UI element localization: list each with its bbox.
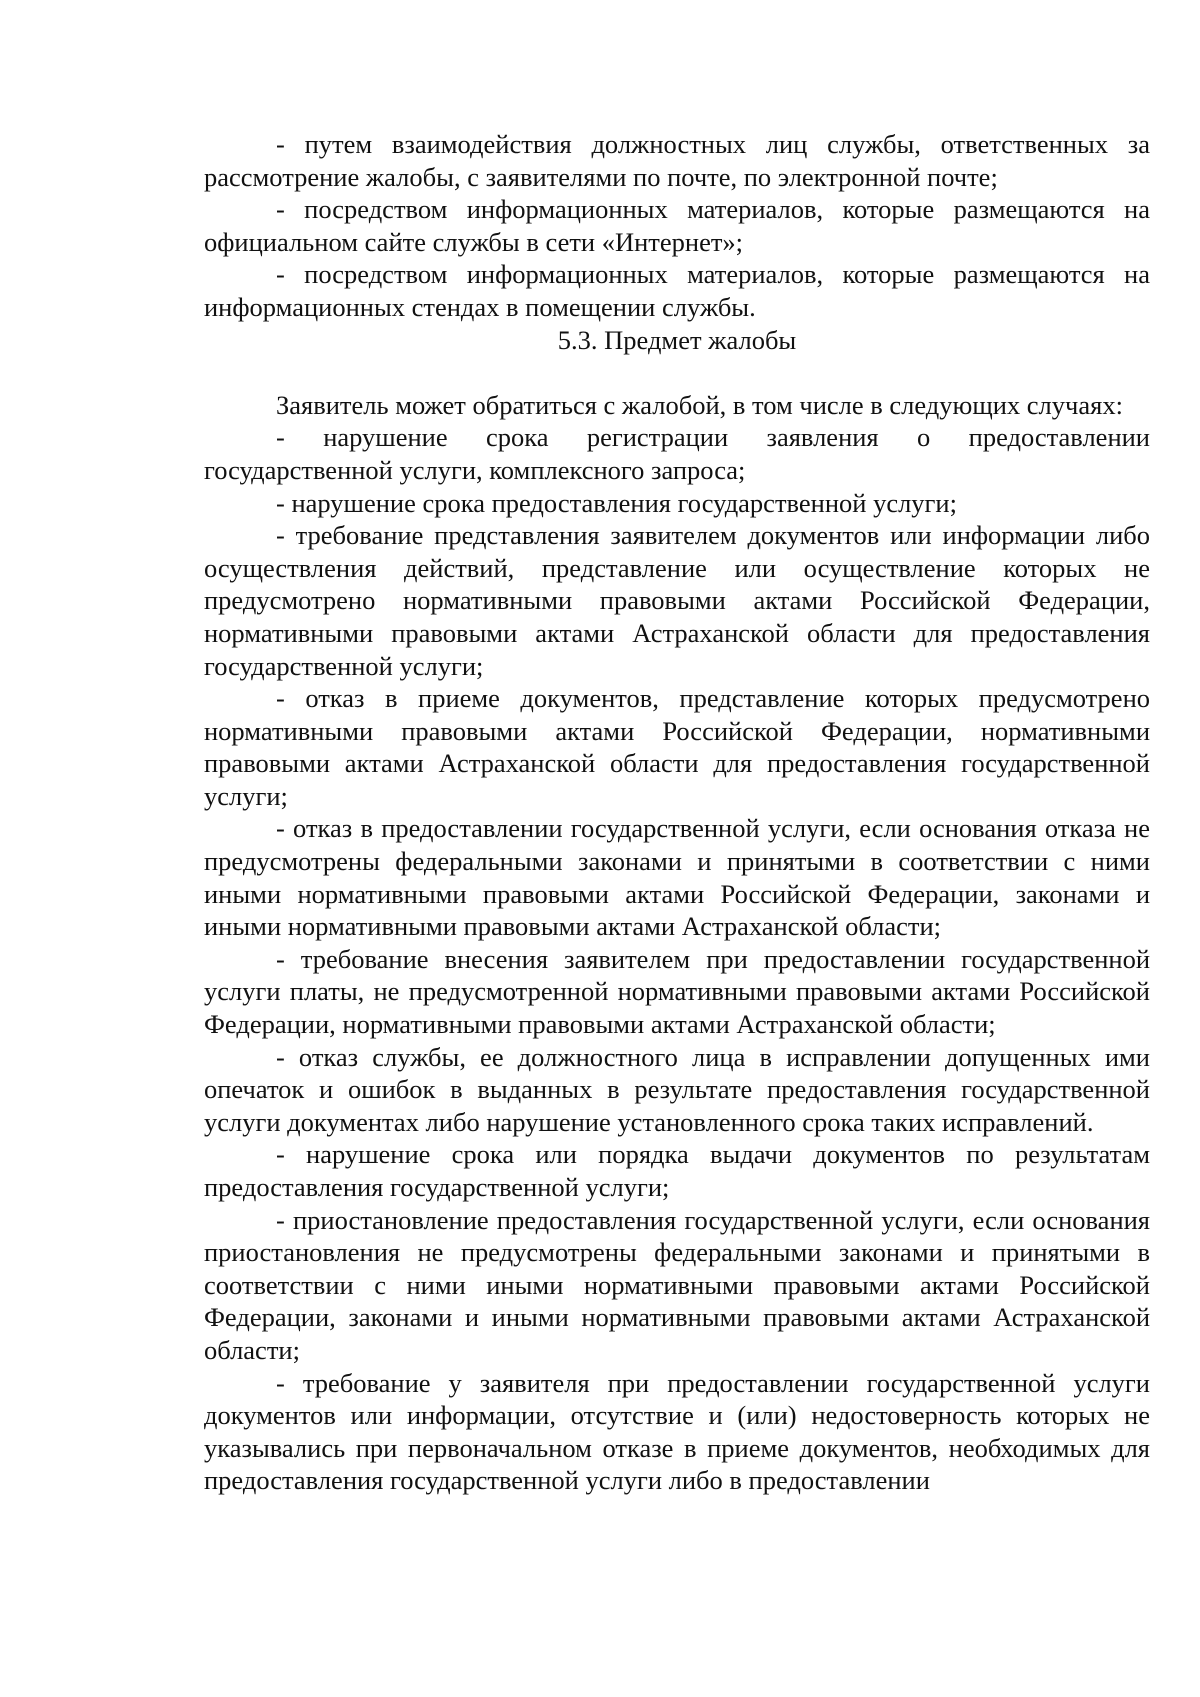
- paragraph: Заявитель может обратиться с жалобой, в том числе в следующих случаях:: [276, 389, 1123, 420]
- section-heading: 5.3. Предмет жалобы: [557, 324, 797, 355]
- paragraph: - нарушение срока или порядка выдачи документов по результатам предоставления государственной услуги;: [204, 1139, 1150, 1202]
- paragraph: - требование у заявителя при предоставлении государственной услуги документов или информации, отсутствие и (или) недостоверность которых не указывались при первоначальном отказе в приеме документов, необходимых для предоставления государственной услуги либо в предоставлении: [204, 1367, 1150, 1496]
- paragraph: - посредством информационных материалов, которые размещаются на официальном сайте службы в сети «Интернет»;: [204, 194, 1150, 257]
- paragraph: - путем взаимодействия должностных лиц службы, ответственных за рассмотрение жалобы, с заявителями по почте, по электронной почте;: [204, 129, 1150, 192]
- blank-line: [204, 356, 1150, 389]
- paragraph: - приостановление предоставления государственной услуги, если основания приостановления не предусмотрены федеральными законами и принятыми в соответствии с ними иными нормативными правовыми актами Российской Федерации, законами и иными нормативными правовыми актами Астраханской области;: [204, 1204, 1150, 1365]
- paragraph: - нарушение срока регистрации заявления о предоставлении государственной услуги, комплексного запроса;: [204, 422, 1150, 485]
- paragraph: - отказ в приеме документов, представление которых предусмотрено нормативными правовыми актами Российской Федерации, нормативными правовыми актами Астраханской области для предоставления государственной услуги;: [204, 683, 1150, 811]
- document-body: [204, 128, 1150, 1497]
- paragraph: - отказ в предоставлении государственной услуги, если основания отказа не предусмотрены федеральными законами и принятыми в соответствии с ними иными нормативными правовыми актами Российской Федерации, законами и иными нормативными правовыми актами Астраханской области;: [204, 813, 1150, 942]
- paragraph: - нарушение срока предоставления государственной услуги;: [276, 487, 957, 518]
- paragraph: - отказ службы, ее должностного лица в исправлении допущенных ими опечаток и ошибок в выданных в результате предоставления государственной услуги документах либо нарушение установленного срока таких исправлений.: [204, 1041, 1150, 1137]
- paragraph: - требование представления заявителем документов или информации либо осуществления действий, представление или осуществление которых не предусмотрено нормативными правовыми актами Российской Федерации, нормативными правовыми актами Астраханской области для предоставления государственной услуги;: [204, 520, 1150, 681]
- paragraph: - посредством информационных материалов, которые размещаются на информационных стендах в помещении службы.: [204, 259, 1150, 322]
- paragraph: - требование внесения заявителем при предоставлении государственной услуги платы, не предусмотренной нормативными правовыми актами Российской Федерации, нормативными правовыми актами Астраханской области;: [204, 943, 1150, 1040]
